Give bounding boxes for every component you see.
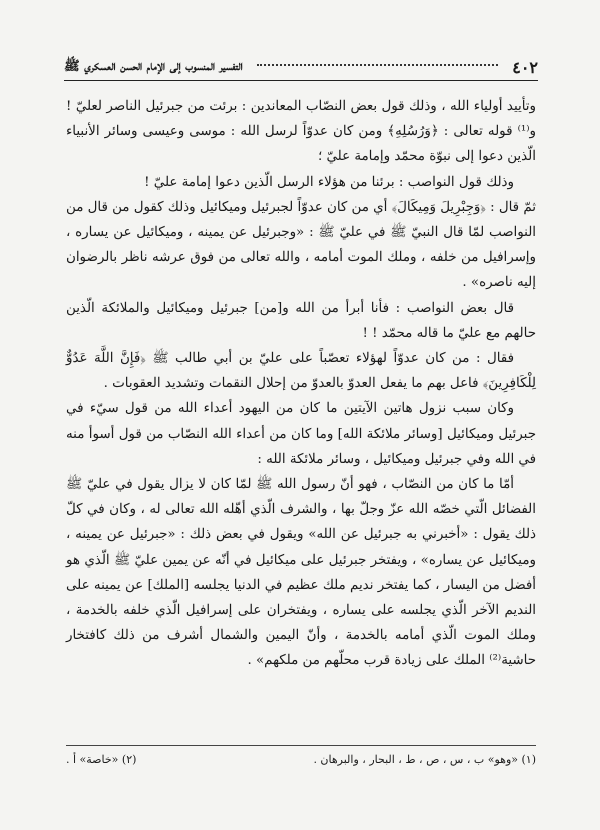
- paragraph: وذلك قول النواصب : برئنا من هؤلاء الرسل الّذين دعوا إمامة عليّ !: [144, 174, 514, 190]
- paragraph: وكان سبب نزول هاتين الآيتين ما كان من اليهود أعداء الله من قول سيّء في جبرئيل وميكائيل [وسائر ملائكة الله] وما كان من أعداء الله النصّاب من قول أسوأ منه في الله وفي جبرئيل وميكائيل ، وسائر ملائكة الله :: [66, 401, 536, 467]
- paragraph: فقال : من كان عدوّاً لهؤلاء تعصّباً على عليّ بن أبي طالب ﷺ ﴿فَإِنَّ اللَّهَ عَدُوٌّ لِلْكَافِرِينَ﴾ فاعل بهم ما يفعل العدوّ بالعدوّ من إحلال النقمات وتشديد العقوبات .: [66, 351, 536, 392]
- paragraph: أمّا ما كان من النصّاب ، فهو أنّ رسول الله ﷺ لمّا كان لا يزال يقول في عليّ ﷺ الفضائل الّتي خصّه الله عزّ وجلّ بها ، والشرف الّذي أهّله الله تعالى له ، وكان في كلّ ذلك يقول : «أخبرني به جبرئيل عن الله» ويقول في بعض ذلك : «جبرئيل عن يمينه ، وميكائيل عن يساره» ، ويفتخر جبرئيل على ميكائيل في أنّه عن يمين عليّ ﷺ الّذي هو أفضل من اليسار ، كما يفتخر نديم ملك عظيم في الدنيا يجلسه [الملك] عن يمينه على النديم الآخر الّذي يجلسه على يساره ، ويفتخران على إسرافيل الّذي خلفه بالخدمة ، وملك الموت الّذي أمامه بالخدمة ، وأنّ اليمين والشمال أشرف من ذلك كافتخار حاشية⁽²⁾ الملك على زيادة قرب محلّهم من ملكهم» .: [66, 477, 536, 669]
- header-dotted-leader: [257, 64, 498, 66]
- main-text: [66, 94, 536, 674]
- book-title: التفسير المنسوب إلى الإمام الحسن العسكري ﷺ: [64, 58, 243, 74]
- paragraph: قال بعض النواصب : فأنا أبرأ من الله و[من] جبرئيل وميكائيل والملائكة الّذين حالهم مع عليّ ما قاله محمّد ! !: [66, 300, 536, 341]
- paragraph: ثمّ قال : ﴿وَجِبْرِيلَ وَمِيكَالَ﴾ أي من كان عدوّاً لجبرئيل وميكائيل وذلك كقول من قال من النواصب لمّا قال النبيّ ﷺ في عليّ ﷺ : «وجبرئيل عن يمينه ، وميكائيل عن يساره ، وإسرافيل من خلفه ، وملك الموت أمامه ، والله تعالى من فوق عرشه ناظر بالرضوان إليه ناصره» .: [66, 199, 536, 291]
- footnote-2: (٢) «خاصة» أ .: [66, 753, 137, 766]
- footnote-1: (١) «وهو» ب ، س ، ص ، ط ، البحار ، والبرهان .: [313, 753, 536, 766]
- paragraph: وتأييد أولياء الله ، وذلك قول بعض النصّاب المعاندين : برئت من جبرئيل الناصر لعليّ ! و⁽¹⁾ قوله تعالى : ﴿وَرُسُلِهِ﴾ ومن كان عدوّاً لرسل الله : موسى وعيسى وسائر الأنبياء الّذين دعوا إلى نبوّة محمّد وإمامة عليّ ؛: [66, 99, 536, 165]
- footnotes: [66, 753, 536, 766]
- running-header: [64, 56, 538, 78]
- footnote-separator: [66, 745, 536, 746]
- page-number: ٤٠٢: [512, 57, 538, 77]
- header-rule: [64, 80, 538, 81]
